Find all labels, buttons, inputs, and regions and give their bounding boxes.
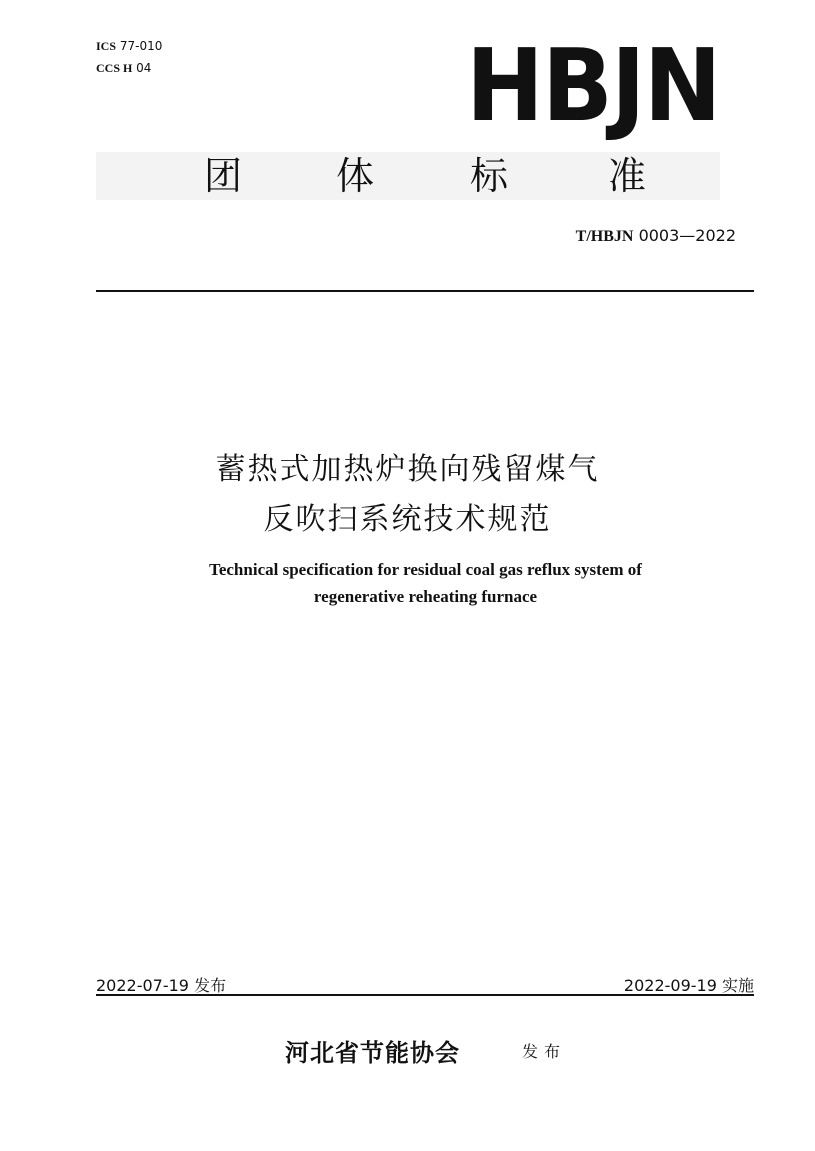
category-char-2: 体 <box>335 154 374 198</box>
ics-code <box>96 39 162 54</box>
ccs-prefix: CCS H <box>96 61 133 75</box>
standard-number-prefix: T/HBJN <box>575 228 634 245</box>
category-char-3: 标 <box>469 154 508 198</box>
top-divider <box>96 290 754 292</box>
bottom-divider <box>96 994 754 996</box>
title-en-line-1: Technical specification for residual coal gas reflux system of <box>209 560 642 579</box>
hbjn-logo: HBJN <box>466 27 720 144</box>
publish-label: 发布 <box>522 1042 567 1061</box>
category-char-1: 团 <box>203 154 242 198</box>
title-en-line-2: regenerative reheating furnace <box>313 587 538 606</box>
title-cn-line-1: 蓄热式加热炉换向残留煤气 <box>215 452 600 487</box>
ccs-code <box>96 61 151 76</box>
issue-date: 2022-07-19 发布 <box>96 976 227 995</box>
title-cn-line-2: 反吹扫系统技术规范 <box>263 502 552 537</box>
standard-number-code: 0003—2022 <box>638 226 736 245</box>
ics-value: 77-010 <box>119 39 163 53</box>
category-char-4: 准 <box>607 154 646 198</box>
ics-prefix: ICS <box>96 39 117 53</box>
implementation-date: 2022-09-19 实施 <box>623 976 754 995</box>
ccs-value: 04 <box>136 61 152 75</box>
standard-number <box>576 226 736 246</box>
publisher-name: 河北省节能协会 <box>285 1041 460 1067</box>
